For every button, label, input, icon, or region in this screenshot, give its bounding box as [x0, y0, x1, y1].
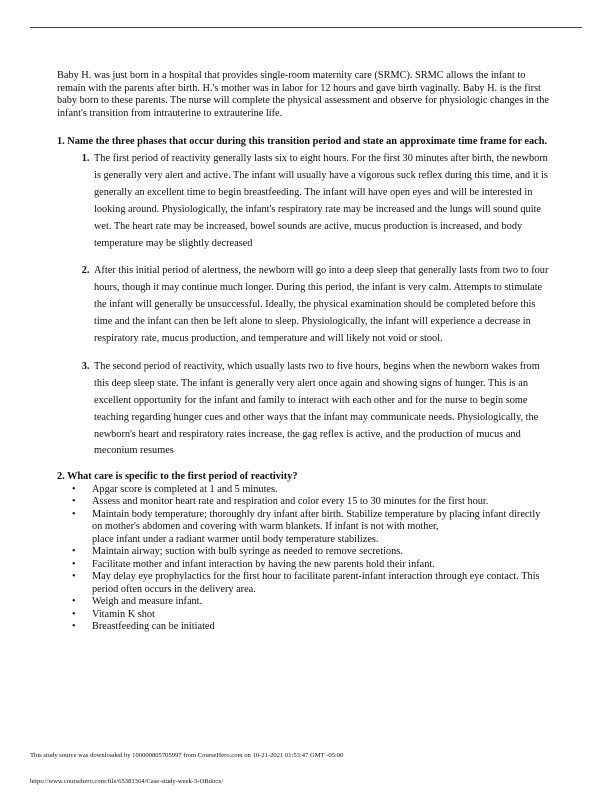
- bullet-icon: •: [72, 546, 76, 558]
- care-item: • Maintain body temperature; thoroughly dry infant after birth. Stabilize temperature by placing infant directly on mother's abdomen and covering with warm blankets. If infant is not with mother, place infant under a radiant warmer until body temperature stabilizes.: [92, 509, 553, 547]
- question-1-heading: 1. Name the three phases that occur during this transition period and state an approximate time frame for each.: [57, 136, 548, 148]
- bullet-icon: •: [72, 558, 76, 570]
- bullet-icon: •: [72, 621, 76, 633]
- care-item: • Breastfeeding can be initiated: [72, 621, 215, 633]
- question-2-heading: 2. What care is specific to the first period of reactivity?: [57, 471, 298, 483]
- download-source-note: This study source was downloaded by 100000805705997 from CourseHero.com on 10-21-2021 01:53:47 GMT -05:00: [30, 752, 344, 759]
- bullet-icon: •: [72, 483, 76, 495]
- phase-item-3: 3. The second period of reactivity, which usually lasts two to five hours, begins when the newborn wakes from this deep sleep state. The infant is generally very alert once again and showing signs of hunger. This is an excellent opportunity for the infant and family to interact with each other and for the nurse to begin some teaching regarding hunger cues and other ways that the infant may communicate needs. Physiologically, the newborn's heart and respiratory rates increase, the gag reflex is active, and the production of mucus and meconium resumes: [92, 359, 553, 460]
- care-item: • Maintain airway; suction with bulb syringe as needed to remove secretions.: [72, 546, 403, 558]
- source-url[interactable]: https://www.coursehero.com/file/65381364/Case-study-week-3-OBdocx/: [30, 778, 224, 785]
- care-item-continuation: place infant under a radiant warmer until body temperature stabilizes.: [92, 533, 379, 545]
- bullet-icon: •: [72, 571, 76, 583]
- header-rule: [30, 27, 582, 28]
- care-item: • Facilitate mother and infant interaction by having the new parents hold their infant.: [72, 558, 435, 570]
- document-body: [57, 70, 553, 634]
- bullet-icon: •: [72, 508, 76, 520]
- care-item: • May delay eye prophylactics for the first hour to facilitate parent-infant interaction through eye contact. This period often occurs in the delivery area.: [72, 571, 540, 595]
- care-item: • Apgar score is completed at 1 and 5 minutes.: [72, 483, 278, 495]
- care-item: • Vitamin K shot: [72, 608, 155, 620]
- phase-item-1: 1. The first period of reactivity generally lasts six to eight hours. For the first 30 minutes after birth, the newborn is generally very alert and active. The infant will usually have a vigorous suck reflex during this time, and it is generally an excellent time to begin breastfeeding. The infant will have open eyes and will be interested in looking around. Physiologically, the infant's respiratory rate may be increased and the lungs will sound quite wet. The heart rate may be increased, bowel sounds are active, mucus production is increased, and body temperature may be slightly decreased: [92, 151, 553, 252]
- intro-paragraph: Baby H. was just born in a hospital that provides single-room maternity care (SRMC). SRMC allows the infant to remain with the parents after birth. H.'s mother was in labor for 12 hours and gave birth vaginally. Baby H. is the first baby born to these parents. The nurse will complete the physical assessment and observe for physiologic changes in the infant's transition from intrauterine to extrauterine life.: [57, 70, 549, 119]
- care-item: • Weigh and measure infant.: [72, 596, 203, 608]
- bullet-icon: •: [72, 596, 76, 608]
- bullet-icon: •: [72, 496, 76, 508]
- care-list: [57, 484, 553, 634]
- phases-list: [57, 151, 553, 460]
- phase-item-2: 2. After this initial period of alertness, the newborn will go into a deep sleep that generally lasts from two to four hours, though it may continue much longer. During this period, the infant is very calm. Attempts to stimulate the infant will generally be unsuccessful. Ideally, the physical examination should be completed before this time and the infant can then be left alone to sleep. Physiologically, the infant will experience a decrease in respiratory rate, mucus production, and temperature and will likely not void or stool.: [92, 263, 553, 348]
- bullet-icon: •: [72, 608, 76, 620]
- care-item: • Assess and monitor heart rate and respiration and color every 15 to 30 minutes for the first hour.: [72, 496, 489, 508]
